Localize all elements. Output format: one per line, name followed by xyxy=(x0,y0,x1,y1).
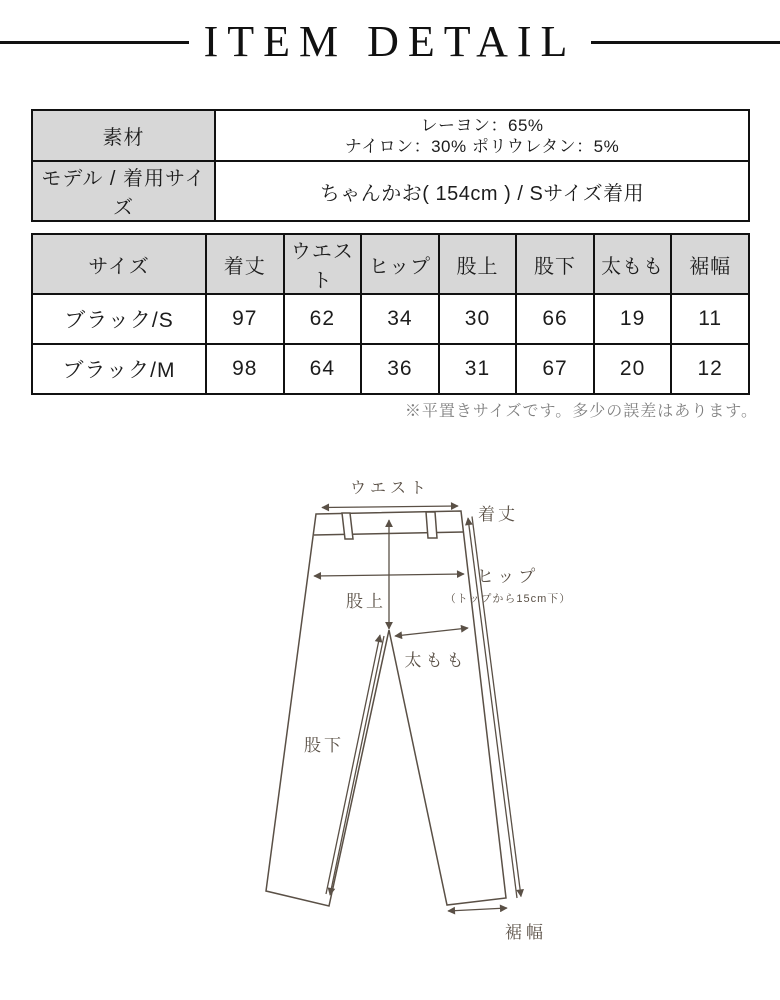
size-cell: 12 xyxy=(671,344,749,394)
size-cell: 66 xyxy=(516,294,594,344)
size-table-header-row xyxy=(32,234,749,294)
size-table-header-thigh: 太もも xyxy=(594,234,672,294)
size-cell: 67 xyxy=(516,344,594,394)
page-title: ITEM DETAIL xyxy=(203,17,577,66)
inseam-label: 股下 xyxy=(304,736,344,755)
size-table-header-waist: ウエスト xyxy=(284,234,362,294)
inseam-arrow-outer xyxy=(330,636,384,895)
size-table-header-inseam: 股下 xyxy=(516,234,594,294)
divider-line-right xyxy=(591,41,780,44)
size-table-header-hip: ヒップ xyxy=(361,234,439,294)
size-table-header-hem: 裾幅 xyxy=(671,234,749,294)
size-cell: 64 xyxy=(284,344,362,394)
size-row-black-m xyxy=(32,344,749,394)
material-row xyxy=(32,110,749,161)
size-cell: 20 xyxy=(594,344,672,394)
pants-outline xyxy=(266,511,506,906)
hip-note-label: （トップから15cm下） xyxy=(444,593,572,605)
divider-line-left xyxy=(0,41,189,44)
material-value-line2: ナイロン：30% ポリウレタン：5% xyxy=(344,136,620,156)
size-cell: 19 xyxy=(594,294,672,344)
hem-width-arrow xyxy=(448,908,507,911)
hem-width-label: 裾幅 xyxy=(505,923,547,942)
measurement-note: ※平置きサイズです。多少の誤差はあります。 xyxy=(404,403,758,420)
section-header xyxy=(0,16,780,69)
size-cell: 36 xyxy=(361,344,439,394)
size-cell: 31 xyxy=(439,344,517,394)
material-label: 素材 xyxy=(32,110,215,161)
size-cell: 97 xyxy=(206,294,284,344)
size-cell: 34 xyxy=(361,294,439,344)
model-row xyxy=(32,161,749,221)
thigh-arrow xyxy=(395,628,468,636)
info-table xyxy=(31,109,750,222)
material-value-line1: レーヨン：65% xyxy=(420,115,544,135)
pants-measurement-diagram xyxy=(240,460,580,975)
size-row-black-s xyxy=(32,294,749,344)
thigh-label: 太もも xyxy=(404,651,468,670)
size-table-header-length: 着丈 xyxy=(206,234,284,294)
size-cell: 62 xyxy=(284,294,362,344)
length-label: 着丈 xyxy=(478,505,518,524)
inseam-arrow-inner xyxy=(326,635,380,894)
size-row-name: ブラック/S xyxy=(32,294,206,344)
model-value: ちゃんかお( 154cm ) / Sサイズ着用 xyxy=(215,161,749,221)
size-row-name: ブラック/M xyxy=(32,344,206,394)
waist-label: ウエスト xyxy=(349,480,431,497)
size-cell: 30 xyxy=(439,294,517,344)
rise-label: 股上 xyxy=(346,592,386,611)
size-table xyxy=(31,233,750,395)
belt-loop-right xyxy=(426,512,437,538)
size-cell: 98 xyxy=(206,344,284,394)
model-label: モデル / 着用サイズ xyxy=(32,161,215,221)
size-cell: 11 xyxy=(671,294,749,344)
size-table-header-size: サイズ xyxy=(32,234,206,294)
size-table-header-rise: 股上 xyxy=(439,234,517,294)
waist-arrow xyxy=(322,506,458,508)
material-value xyxy=(215,110,749,161)
hip-label: ヒップ xyxy=(476,567,540,586)
